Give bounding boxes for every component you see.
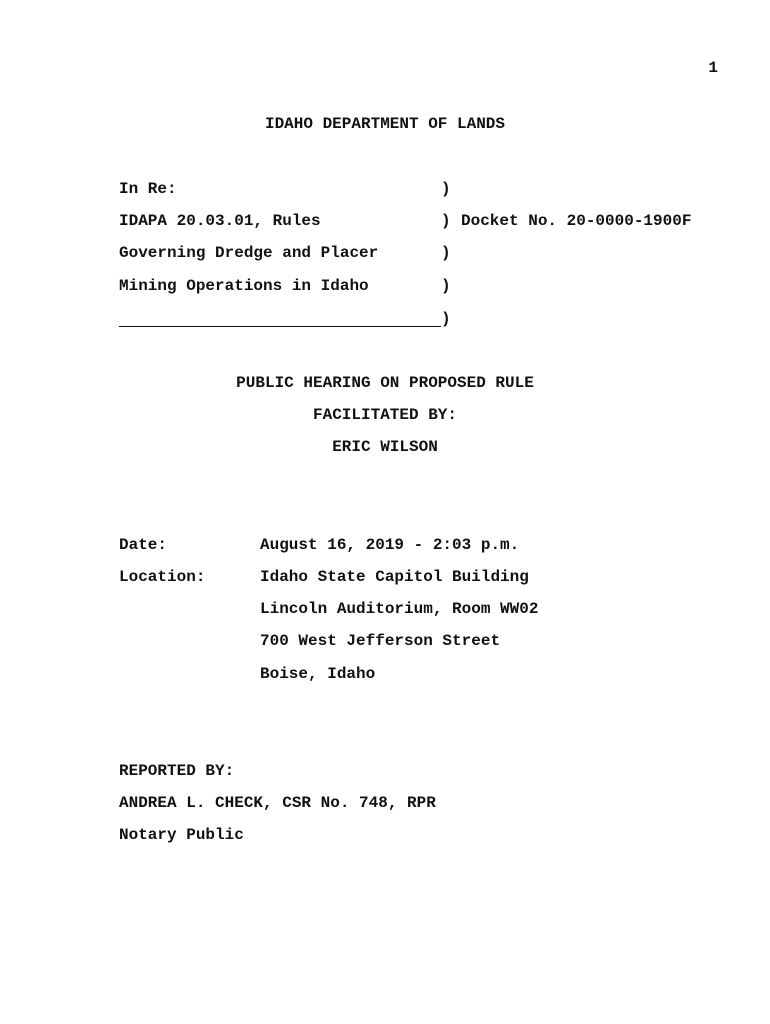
date-label: Date: xyxy=(119,536,168,554)
caption-paren: ) xyxy=(441,310,451,328)
rule-line: Governing Dredge and Placer xyxy=(119,244,379,262)
page-number: 1 xyxy=(708,59,718,77)
caption-paren: ) xyxy=(441,244,451,262)
facilitated-by-label: FACILITATED BY: xyxy=(312,406,458,424)
location-line: Lincoln Auditorium, Room WW02 xyxy=(260,600,539,618)
location-line: Boise, Idaho xyxy=(260,665,376,683)
location-label: Location: xyxy=(119,568,206,586)
caption-paren: ) xyxy=(441,277,451,295)
in-re-label: In Re: xyxy=(119,180,177,198)
date-value: August 16, 2019 - 2:03 p.m. xyxy=(260,536,520,554)
caption-paren: ) xyxy=(441,212,451,230)
caption-underline xyxy=(119,326,441,327)
agency-heading: IDAHO DEPARTMENT OF LANDS xyxy=(264,115,506,133)
location-line: 700 West Jefferson Street xyxy=(260,632,501,650)
rule-line: Mining Operations in Idaho xyxy=(119,277,369,295)
facilitator-name: ERIC WILSON xyxy=(332,438,438,456)
rule-line: IDAPA 20.03.01, Rules xyxy=(119,212,321,230)
reported-by-label: REPORTED BY: xyxy=(119,762,235,780)
reporter-name: ANDREA L. CHECK, CSR No. 748, RPR xyxy=(119,794,436,812)
reporter-title: Notary Public xyxy=(119,826,244,844)
location-line: Idaho State Capitol Building xyxy=(260,568,529,586)
caption-paren: ) xyxy=(441,180,451,198)
docket-number: Docket No. 20-0000-1900F xyxy=(461,212,692,230)
hearing-title: PUBLIC HEARING ON PROPOSED RULE xyxy=(236,374,534,392)
